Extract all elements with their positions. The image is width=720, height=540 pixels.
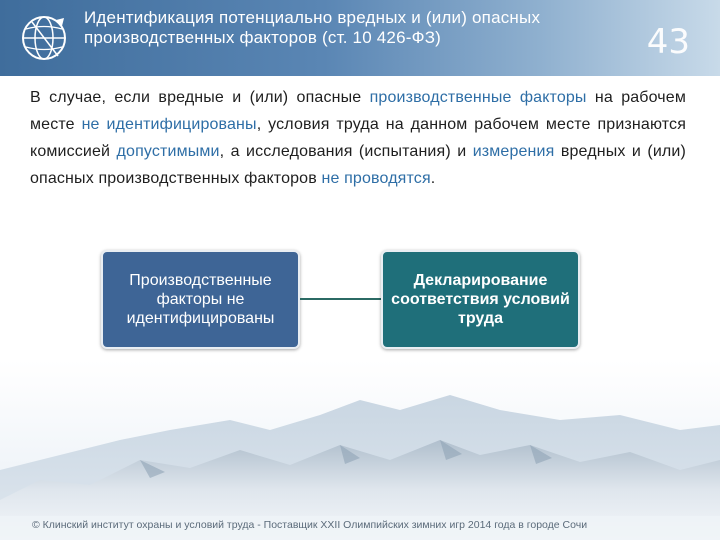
paragraph-text: . [430,170,436,187]
header-band [0,0,720,76]
factors-not-identified-box [101,250,300,349]
highlight-text: не проводятся [321,170,431,187]
connector-line [300,298,381,300]
paragraph-text: , а исследования (испытания) и [219,143,473,160]
paragraph-text: вредных и (или) опасных производственных факторов [30,143,686,187]
globe-logo-icon [18,12,70,64]
paragraph-text: , условия труда на данном рабочем месте признаются комиссией [30,116,687,160]
highlight-text: допустимыми [116,143,220,160]
highlight-text: измерения [472,143,555,160]
box-label: Декларирование соответствия условий труда [391,272,570,327]
paragraph-text: на рабочем месте [30,89,686,133]
footer-copyright: © Клинский институт охраны и условий труда - Поставщик XXII Олимпийских зимних игр 2014 года в городе Сочи [32,519,588,531]
highlight-text: не идентифицированы [81,116,257,133]
highlight-text: производственные факторы [369,89,587,106]
mountain-background [0,360,720,540]
slide-title: Идентификация потенциально вредных и (или) опасных производственных факторов (ст. 10 426-ФЗ) [84,8,541,47]
paragraph-text: В случае, если вредные и (или) опасные [30,89,370,106]
declaration-box [381,250,580,349]
box-label: Производственные факторы не идентифицированы [126,272,275,327]
body-paragraph [30,84,686,192]
page-number: 43 [646,22,690,62]
